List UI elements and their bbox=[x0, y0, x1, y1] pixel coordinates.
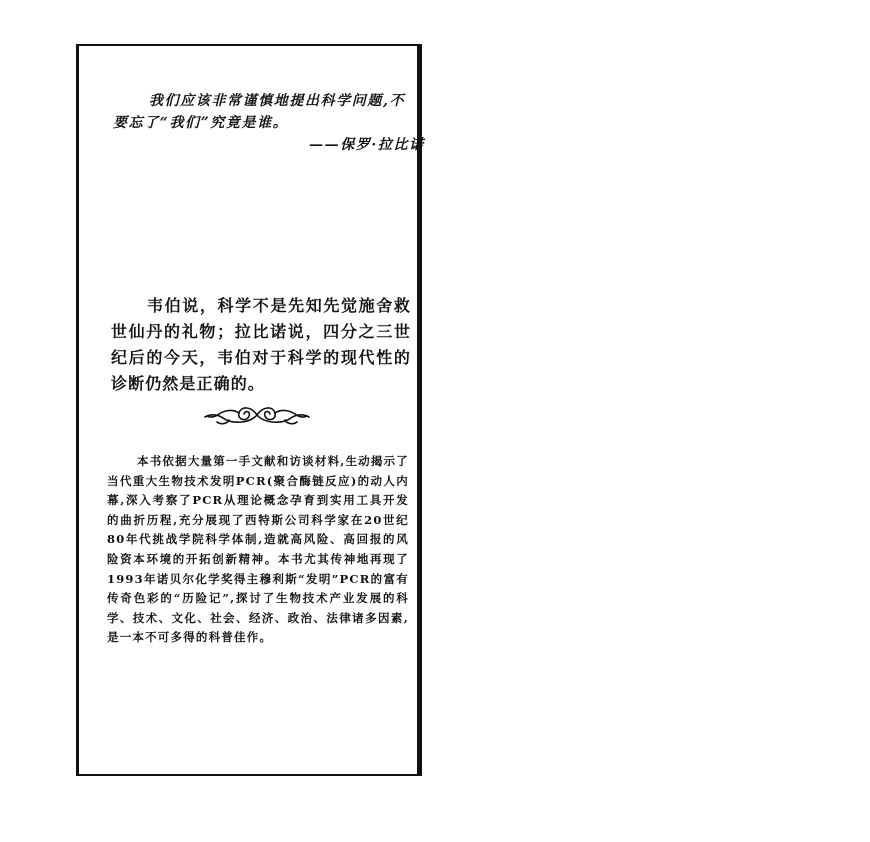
book-flap bbox=[76, 44, 425, 776]
epigraph bbox=[113, 90, 425, 156]
epigraph-author: ——保罗·拉比诺 bbox=[309, 137, 425, 153]
book-description: 本书依据大量第一手文献和访谈材料,生动揭示了当代重大生物技术发明PCR(聚合酶链反应)的动人内幕,深入考察了PCR从理论概念孕育到实用工具开发的曲折历程,充分展现了西特斯公司科学家在20世纪80年代挑战学院科学体制,造就高风险、高回报的风险资本环境的开拓创新精神。本书尤其传神地再现了1993年诺贝尔化学奖得主穆利斯“发明”PCR的富有传奇色彩的“历险记”,探讨了生物技术产业发展的科学、技术、文化、社会、经济、政治、法律诸多因素,是一本不可多得的科普佳作。 bbox=[107, 454, 409, 645]
epigraph-text: 我们应该非常谨慎地提出科学问题,不要忘了“我们”究竟是谁。 bbox=[113, 93, 406, 131]
flourish-ornament-icon bbox=[203, 400, 311, 430]
summary-paragraph: 韦伯说，科学不是先知先觉施舍救世仙丹的礼物；拉比诺说，四分之三世纪后的今天，韦伯对于科学的现代性的诊断仍然是正确的。 bbox=[111, 296, 411, 393]
